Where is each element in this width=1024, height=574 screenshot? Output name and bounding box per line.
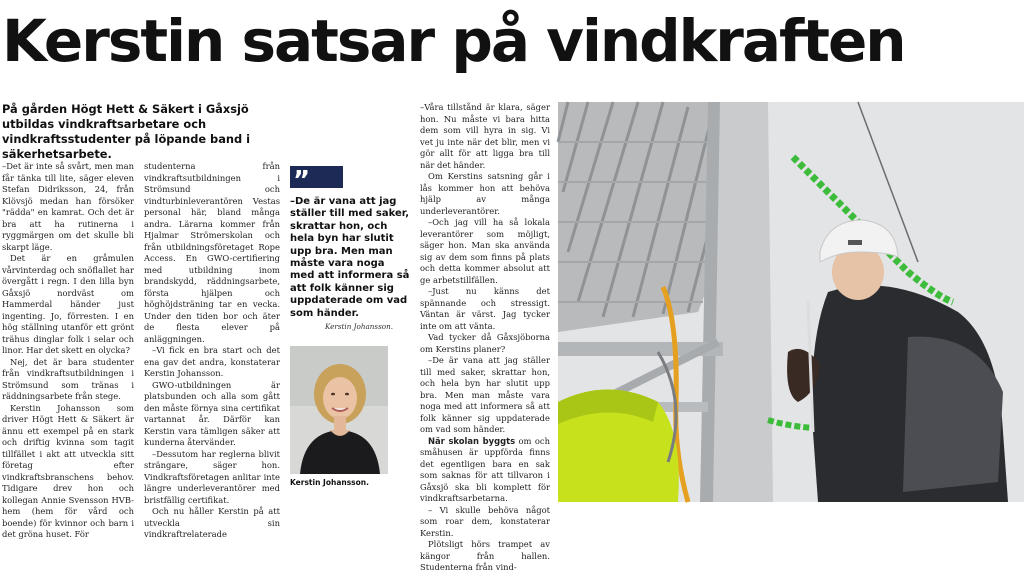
col2-paragraph-3: GWO-utbildningen är platsbunden och alla som gått den måste förnya sina certifikat vartannat år. Därför kan Kerstin vara tämligen säker att kunderna återvänder. [144,379,280,447]
col2-paragraph-2: –Vi fick en bra start och det ena gav det andra, konstaterar Kerstin Johansson. [144,345,280,378]
col1-paragraph-2: Det är en gråmulen vårvinterdag och snöflallet har övergått i regn. I den lilla byn Gåxsjö nordväst om Hammerdal händer just ingenting. Jo, förresten. I en hög ställning utanför ett grönt trähus dinglar folk i selar och linor. Har det skett en olycka? [2,253,134,355]
col1-paragraph-1: –Det är inte så svårt, men man får tänka till lite, säger eleven Stefan Didriksson, 24, från Klövsjö medan han försöker "rädda" en kamrat. Och det är bra att ha rutinerna i ryggmärgen om det skulle bli skarpt läge. [2,161,134,252]
headline: Kerstin satsar på vindkraften [2,7,905,75]
pull-quote: –De är vana att jag ställer till med saker, skrattar hon, och hela byn har slutit upp bra. Men man måste vara noga med att informera så att folk känner sig uppdaterade om vad som händer. [290,196,410,319]
col4-paragraph-3: –Och jag vill ha så lokala leverantörer som möjligt, säger hon. Man ska använda sig av dem som finns på plats och detta kommer absolut att ge arbetstillfällen. [420,217,550,285]
col4-bold-lead: När skolan byggts [428,435,516,446]
col4-paragraph-9: Plötsligt hörs trampet av kängor från hallen. Studenterna från vind- [420,539,550,572]
main-photo-wind-training [558,102,1024,502]
col2-paragraph-5: Och nu håller Kerstin på att utveckla sin vindkraftrelaterade [144,506,280,539]
article-column-4 [420,102,550,572]
col4-paragraph-4: –Just nu känns det spännande och stressigt. Väntan är värst. Jag tycker inte om att vänta. [420,286,550,331]
col4-paragraph-7-text: om och småhusen är uppförda finns det egentligen bara en sak som saknas för att tillvaron i Gåxsjö ska bli komplett för vindkraftsarbetarna. [420,435,550,503]
col4-paragraph-2: Om Kerstins satsning går i lås kommer hon att behöva hjälp av många underleverantörer. [420,171,550,216]
col2-paragraph-1: studenterna från vindkraftsutbildningen i Strömsund och vindturbinleverantören Vestas personal här, bland många andra. Lärarna kommer från Hjalmar Strömerskolan och från utbildningsföretaget Rope Access. En GWO-certifiering med utbildning inom brandskydd, räddningsarbete, första hjälpen och höghöjdsträning tar en vecka. Under den tiden bor och äter de flesta elever på anläggningen. [144,161,280,344]
col4-paragraph-6: –De är vana att jag ställer till med saker, skrattar hon, och hela byn har slutit upp bra. Men man måste vara noga med att informera så att folk känner sig uppdaterade om vad som händer. [420,355,550,434]
portrait-photo [290,346,388,474]
pull-quote-attribution: Kerstin Johansson. [324,322,393,331]
lead-paragraph: På gården Högt Hett & Säkert i Gåxsjö utbildas vindkraftsarbetare och vindkraftsstudenter på löpande band i säkerhetsarbete. [2,102,251,161]
col4-paragraph-5: Vad tycker då Gåxsjöborna om Kerstins planer? [420,332,550,354]
col4-paragraph-1: –Våra tillstånd är klara, säger hon. Nu måste vi bara hitta dem som vill hyra in sig. Vi vet ju inte när det blir, men vi gör allt för att ligga bra till när det händer. [420,102,550,170]
col2-paragraph-4: –Dessutom har reglerna blivit strängare, säger hon. Vindkraftsföretagen anlitar inte längre underleverantörer med bristfällig certifikat. [144,448,280,505]
col4-paragraph-8: – Vi skulle behöva något som roar dem, konstaterar Kerstin. [420,504,550,538]
article-column-1 [2,161,134,539]
portrait-caption: Kerstin Johansson. [290,478,369,487]
quote-mark-icon: ” [290,166,343,188]
col1-paragraph-3: Nej, det är bara studenter från vindkraftsutbildningen i Strömsund som tränas i räddningsarbete från stege. [2,356,134,401]
article-column-2 [144,161,280,539]
col4-paragraph-7 [420,436,550,505]
col1-paragraph-4: Kerstin Johansson som driver Högt Hett & Säkert är ännu ett exempel på en stark och driftig kvinna som tagit tillfället i akt att utveckla sitt företag efter vindkraftsbranschens behov. Tidigare drev hon och kollegan Annie Svensson HVB-hem (hem för vård och boende) för kvinnor och barn i det gröna huset. För [2,402,134,539]
